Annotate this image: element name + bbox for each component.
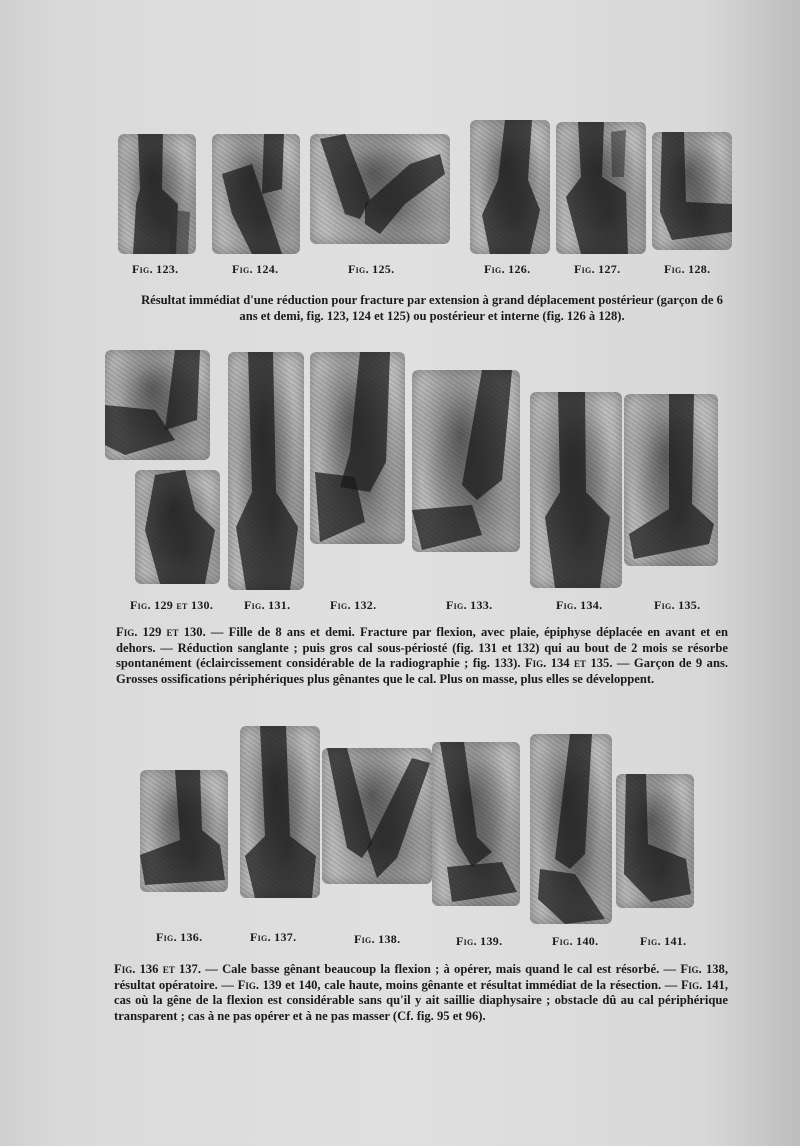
figure-134-label: Fig. 134. xyxy=(556,598,603,612)
figure-132-label: Fig. 132. xyxy=(330,598,377,612)
figure-131-label: Fig. 131. xyxy=(244,598,291,612)
caption-ref-134-135: Fig. 134 et 135. xyxy=(524,656,613,670)
figure-140-image xyxy=(530,734,612,924)
caption-text-138: , résultat opératoire. — xyxy=(114,962,728,992)
caption-figures-136-141 xyxy=(114,962,728,1024)
figure-139-image xyxy=(432,742,520,906)
figure-135-label: Fig. 135. xyxy=(654,598,701,612)
figure-137-label: Fig. 137. xyxy=(250,930,297,944)
caption-text-129-133: — Fille de 8 ans et demi. Fracture par flexion, avec plaie, épiphyse déplacée en avant et en dehors. — Réduction sanglante ; puis gros cal sous-périosté (fig. 131 et 132) qui au bout de 2 mois se résorbe spontanément (éclaircissement considérable de la radiographie ; fig. 133). xyxy=(116,625,728,670)
caption-text-134-135: — Garçon de 9 ans. Grosses ossifications périphériques plus gênantes que le cal. Plus on masse, plus elles se développent. xyxy=(116,656,728,686)
figure-127-label: Fig. 127. xyxy=(574,262,621,276)
caption-text-136-137: — Cale basse gênant beaucoup la flexion ; à opérer, mais quand le cal est résorbé. — xyxy=(201,962,681,976)
figure-128-label: Fig. 128. xyxy=(664,262,711,276)
caption-text-139-140: et 140, cale haute, moins gênante et résultat immédiat de la résection. — xyxy=(281,977,681,992)
caption-text-141: , cas où la gêne de la flexion est considérable sans qu'il y ait saillie diaphysaire ; obstacle dû au cal périphérique transparent ; cas à ne pas opérer et à ne pas masser (Cf. fig. 95 et 96). xyxy=(114,977,729,1023)
figure-139-label: Fig. 139. xyxy=(456,934,503,948)
caption-ref-141: Fig. 141 xyxy=(680,977,725,992)
figure-136-label: Fig. 136. xyxy=(156,930,203,944)
figure-141-label: Fig. 141. xyxy=(640,934,687,948)
figure-126-label: Fig. 126. xyxy=(484,262,531,276)
figure-123-label: Fig. 123. xyxy=(132,262,179,276)
figure-138-label: Fig. 138. xyxy=(354,932,401,946)
caption-figures-123-128: Résultat immédiat d'une réduction pour fracture par extension à grand déplacement postérieur (garçon de 6 ans et demi, fig. 123, 124 et 125) ou postérieur et interne (fig. 126 à 128). xyxy=(141,293,723,323)
caption-ref-129-130: Fig. 129 et 130. xyxy=(116,625,206,639)
figure-138-image xyxy=(322,748,432,884)
caption-ref-139: Fig. 139 xyxy=(237,977,282,992)
figure-137-image xyxy=(240,726,320,898)
figure-133-label: Fig. 133. xyxy=(446,598,493,612)
figure-129-130-label: Fig. 129 et 130. xyxy=(130,598,214,612)
figure-140-label: Fig. 140. xyxy=(552,934,599,948)
caption-ref-138: Fig. 138 xyxy=(680,962,725,976)
figure-141-image xyxy=(616,774,694,908)
caption-ref-136-137: Fig. 136 et 137. xyxy=(114,962,202,976)
figure-124-label: Fig. 124. xyxy=(232,262,279,276)
figure-136-image xyxy=(140,770,228,892)
figure-125-label: Fig. 125. xyxy=(348,262,395,276)
